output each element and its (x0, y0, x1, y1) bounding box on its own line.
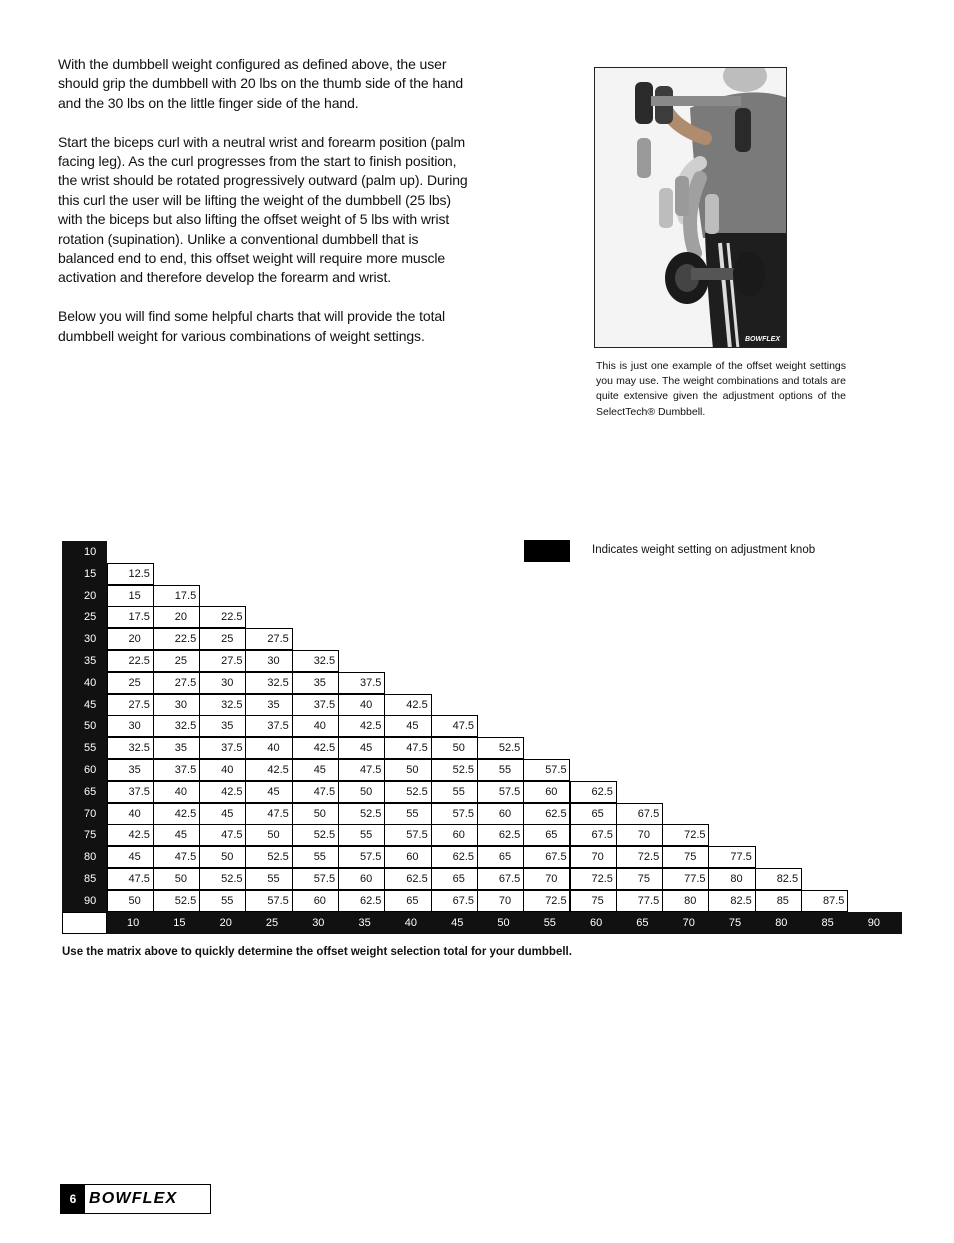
matrix-cell: 42.5 (199, 781, 246, 803)
matrix-cell: 80 (708, 868, 755, 890)
matrix-cell: 67.5 (431, 890, 478, 912)
matrix-column-label: 35 (339, 912, 386, 934)
matrix-cell: 60 (292, 890, 339, 912)
matrix-cell: 45 (384, 715, 431, 737)
intro-paragraph: Below you will find some helpful charts that will provide the total dumbbell weight for various combinations of weight settings. (58, 308, 446, 344)
matrix-cell: 57.5 (245, 890, 292, 912)
matrix-cell: 45 (107, 846, 154, 868)
matrix-column-label: 10 (107, 912, 154, 934)
matrix-cell: 42.5 (107, 824, 154, 846)
matrix-column-label: 65 (616, 912, 663, 934)
matrix-note: Use the matrix above to quickly determine the offset weight selection total for your dumbbell. (62, 946, 572, 958)
matrix-column-label: 50 (477, 912, 524, 934)
matrix-cell: 42.5 (338, 715, 385, 737)
matrix-cell: 52.5 (292, 824, 339, 846)
matrix-cell: 82.5 (755, 868, 802, 890)
matrix-cell: 75 (616, 868, 663, 890)
matrix-cell: 40 (292, 715, 339, 737)
matrix-cell: 22.5 (107, 650, 154, 672)
matrix-cell: 82.5 (708, 890, 755, 912)
matrix-cell: 55 (199, 890, 246, 912)
matrix-cell: 72.5 (570, 868, 617, 890)
matrix-cell: 17.5 (153, 585, 200, 607)
matrix-cell: 65 (477, 846, 524, 868)
matrix-cell: 65 (431, 868, 478, 890)
matrix-cell: 47.5 (245, 803, 292, 825)
matrix-cell: 42.5 (292, 737, 339, 759)
matrix-cell: 57.5 (523, 759, 570, 781)
matrix-cell: 32.5 (107, 737, 154, 759)
matrix-cell: 55 (292, 846, 339, 868)
shirt-brand-label: BOWFLEX (745, 336, 780, 343)
matrix-column-label: 55 (524, 912, 571, 934)
matrix-cell: 72.5 (616, 846, 663, 868)
matrix-cell: 37.5 (245, 715, 292, 737)
matrix-cell: 72.5 (662, 824, 709, 846)
matrix-cell: 45 (245, 781, 292, 803)
matrix-cell: 50 (384, 759, 431, 781)
matrix-cell: 70 (477, 890, 524, 912)
matrix-cell: 60 (477, 803, 524, 825)
matrix-cell: 72.5 (523, 890, 570, 912)
matrix-cell: 35 (153, 737, 200, 759)
matrix-cell: 27.5 (245, 628, 292, 650)
legend-text: Indicates weight setting on adjustment knob (592, 544, 816, 556)
matrix-cell: 50 (245, 824, 292, 846)
matrix-corner (62, 912, 107, 934)
matrix-row-label: 50 (62, 715, 107, 737)
matrix-cell: 17.5 (107, 606, 154, 628)
matrix-cell: 42.5 (384, 694, 431, 716)
matrix-cell: 27.5 (107, 694, 154, 716)
matrix-cell: 52.5 (245, 846, 292, 868)
matrix-cell: 50 (338, 781, 385, 803)
matrix-cell: 67.5 (616, 803, 663, 825)
matrix-cell: 50 (431, 737, 478, 759)
matrix-column-label: 40 (385, 912, 432, 934)
matrix-cell: 70 (616, 824, 663, 846)
matrix-cell: 12.5 (107, 563, 154, 585)
matrix-cell: 65 (570, 803, 617, 825)
matrix-column-label: 30 (292, 912, 339, 934)
matrix-cell: 60 (523, 781, 570, 803)
matrix-cell: 55 (245, 868, 292, 890)
matrix-column-label: 20 (200, 912, 247, 934)
matrix-cell: 62.5 (477, 824, 524, 846)
matrix-row-label: 85 (62, 868, 107, 890)
matrix-row-label: 10 (62, 541, 107, 563)
matrix-cell: 37.5 (292, 694, 339, 716)
matrix-row-label: 60 (62, 759, 107, 781)
matrix-cell: 27.5 (199, 650, 246, 672)
matrix-cell: 77.5 (616, 890, 663, 912)
matrix-cell: 47.5 (384, 737, 431, 759)
bowflex-logo: BOWFLEX (89, 1190, 178, 1207)
matrix-cell: 40 (199, 759, 246, 781)
matrix-cell: 77.5 (708, 846, 755, 868)
matrix-row-label: 70 (62, 803, 107, 825)
matrix-cell: 20 (153, 606, 200, 628)
matrix-cell: 45 (153, 824, 200, 846)
matrix-cell: 42.5 (245, 759, 292, 781)
matrix-row-label: 55 (62, 737, 107, 759)
matrix-cell: 57.5 (384, 824, 431, 846)
matrix-cell: 50 (292, 803, 339, 825)
biceps-curl-illustration (595, 68, 787, 348)
matrix-cell: 25 (199, 628, 246, 650)
matrix-cell: 77.5 (662, 868, 709, 890)
matrix-cell: 57.5 (431, 803, 478, 825)
legend-swatch (524, 540, 570, 562)
matrix-cell: 32.5 (292, 650, 339, 672)
matrix-cell: 65 (523, 824, 570, 846)
matrix-cell: 40 (107, 803, 154, 825)
matrix-column-label: 70 (663, 912, 710, 934)
matrix-cell: 50 (107, 890, 154, 912)
matrix-cell: 55 (477, 759, 524, 781)
matrix-cell: 60 (431, 824, 478, 846)
matrix-cell: 70 (570, 846, 617, 868)
matrix-cell: 67.5 (570, 824, 617, 846)
matrix-cell: 52.5 (338, 803, 385, 825)
matrix-row-label: 45 (62, 694, 107, 716)
matrix-cell: 50 (199, 846, 246, 868)
matrix-row-label: 40 (62, 672, 107, 694)
matrix-column-label: 90 (848, 912, 902, 934)
matrix-cell: 37.5 (153, 759, 200, 781)
matrix-column-label: 85 (802, 912, 849, 934)
matrix-cell: 85 (755, 890, 802, 912)
matrix-cell: 30 (245, 650, 292, 672)
matrix-cell: 40 (245, 737, 292, 759)
matrix-cell: 40 (153, 781, 200, 803)
matrix-cell: 62.5 (431, 846, 478, 868)
matrix-column-label: 25 (246, 912, 293, 934)
matrix-row-label: 15 (62, 563, 107, 585)
matrix-cell: 52.5 (153, 890, 200, 912)
intro-paragraph: With the dumbbell weight configured as defined above, the user should grip the dumbbell with 20 lbs on the thumb side of the hand and the 30 lbs on the little finger side of the hand. (58, 56, 464, 111)
matrix-column-label: 80 (755, 912, 802, 934)
matrix-cell: 50 (153, 868, 200, 890)
matrix-cell: 67.5 (477, 868, 524, 890)
matrix-row-label: 30 (62, 628, 107, 650)
matrix-cell: 22.5 (153, 628, 200, 650)
matrix-cell: 45 (199, 803, 246, 825)
matrix-cell: 75 (662, 846, 709, 868)
matrix-cell: 67.5 (523, 846, 570, 868)
matrix-cell: 87.5 (801, 890, 848, 912)
matrix-cell: 57.5 (338, 846, 385, 868)
matrix-cell: 25 (153, 650, 200, 672)
matrix-cell: 60 (338, 868, 385, 890)
matrix-cell: 35 (107, 759, 154, 781)
biceps-curl-photo (594, 67, 787, 348)
intro-paragraph: Start the biceps curl with a neutral wrist and forearm position (palm facing leg). As the curl progresses from the start to finish position, the wrist should be rotated progressively outward (palm up). During this curl the user will be lifting the weight of the dumbbell (25 lbs) with the biceps but also lifting the offset weight of 5 lbs with wrist rotation (supination). Unlike a conventional dumbbell that is balanced end to end, this offset weight will require more muscle activation and therefore develop the forearm and wrist. (58, 133, 468, 286)
matrix-row-label: 80 (62, 846, 107, 868)
photo-caption: This is just one example of the offset weight settings you may use. The weight combinations and totals are quite extensive given the adjustment options of the SelectTech® Dumbbell. (596, 360, 846, 418)
matrix-cell: 52.5 (431, 759, 478, 781)
matrix-cell: 37.5 (338, 672, 385, 694)
matrix-cell: 30 (153, 694, 200, 716)
matrix-cell: 47.5 (107, 868, 154, 890)
matrix-cell: 37.5 (107, 781, 154, 803)
page-footer (60, 1184, 211, 1214)
matrix-cell: 45 (338, 737, 385, 759)
matrix-cell: 57.5 (477, 781, 524, 803)
matrix-cell: 32.5 (245, 672, 292, 694)
matrix-column-label: 60 (570, 912, 617, 934)
matrix-cell: 80 (662, 890, 709, 912)
matrix-cell: 52.5 (477, 737, 524, 759)
matrix-cell: 37.5 (199, 737, 246, 759)
matrix-cell: 62.5 (570, 781, 617, 803)
matrix-cell: 62.5 (523, 803, 570, 825)
matrix-cell: 57.5 (292, 868, 339, 890)
matrix-column-label: 75 (709, 912, 756, 934)
matrix-cell: 42.5 (153, 803, 200, 825)
matrix-cell: 65 (384, 890, 431, 912)
matrix-cell: 47.5 (431, 715, 478, 737)
matrix-cell: 32.5 (199, 694, 246, 716)
matrix-cell: 55 (384, 803, 431, 825)
matrix-cell: 47.5 (153, 846, 200, 868)
matrix-row-label: 75 (62, 824, 107, 846)
matrix-cell: 52.5 (384, 781, 431, 803)
matrix-cell: 15 (107, 585, 154, 607)
matrix-row-label: 25 (62, 606, 107, 628)
matrix-cell: 55 (338, 824, 385, 846)
matrix-cell: 35 (245, 694, 292, 716)
matrix-cell: 47.5 (199, 824, 246, 846)
matrix-cell: 62.5 (384, 868, 431, 890)
matrix-row-label: 20 (62, 585, 107, 607)
matrix-cell: 47.5 (338, 759, 385, 781)
matrix-cell: 70 (523, 868, 570, 890)
intro-text (58, 55, 468, 365)
matrix-cell: 75 (570, 890, 617, 912)
matrix-row-label: 90 (62, 890, 107, 912)
matrix-cell: 25 (107, 672, 154, 694)
matrix-column-label: 15 (153, 912, 200, 934)
matrix-cell: 20 (107, 628, 154, 650)
matrix-cell: 47.5 (292, 781, 339, 803)
matrix-cell: 55 (431, 781, 478, 803)
matrix-cell: 60 (384, 846, 431, 868)
matrix-cell: 30 (199, 672, 246, 694)
matrix-cell: 22.5 (199, 606, 246, 628)
matrix-cell: 27.5 (153, 672, 200, 694)
matrix-cell: 40 (338, 694, 385, 716)
matrix-cell: 45 (292, 759, 339, 781)
page-number: 6 (61, 1185, 85, 1213)
matrix-cell: 52.5 (199, 868, 246, 890)
matrix-column-label: 45 (431, 912, 478, 934)
matrix-row-label: 35 (62, 650, 107, 672)
matrix-cell: 32.5 (153, 715, 200, 737)
matrix-cell: 35 (199, 715, 246, 737)
matrix-cell: 62.5 (338, 890, 385, 912)
matrix-row-label: 65 (62, 781, 107, 803)
matrix-cell: 35 (292, 672, 339, 694)
matrix-cell: 30 (107, 715, 154, 737)
